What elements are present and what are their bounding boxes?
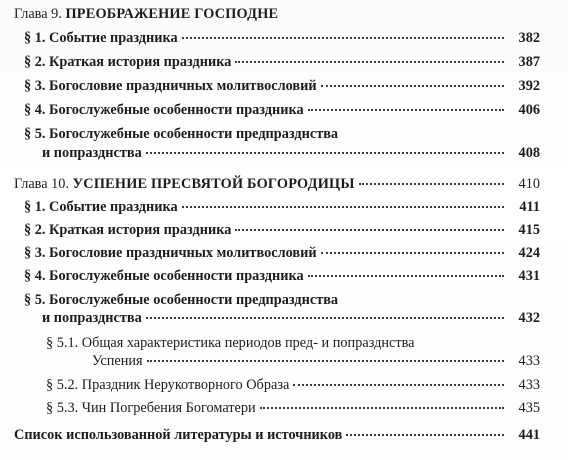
toc-subentry-label: § 5.3. Чин Погребения Богоматери bbox=[46, 400, 256, 416]
dot-leader bbox=[260, 407, 504, 409]
dot-leader bbox=[147, 360, 504, 362]
toc-entry-first-line[interactable] bbox=[24, 292, 540, 309]
toc-subentry-label-continued: Успения bbox=[92, 353, 143, 369]
toc-entry-label: § 3. Богословие праздничных молитвословий bbox=[24, 78, 317, 94]
dot-leader bbox=[359, 183, 504, 185]
bibliography-label: Список использованной литературы и источников bbox=[14, 427, 343, 443]
toc-entry-label-continued: и попразднства bbox=[42, 310, 142, 326]
toc-entry[interactable] bbox=[24, 102, 540, 119]
toc-entry-page: 382 bbox=[518, 30, 540, 46]
toc-entry-page: 411 bbox=[519, 199, 540, 215]
toc-subentry-first-line[interactable] bbox=[46, 335, 540, 352]
dot-leader bbox=[308, 275, 504, 277]
toc-entry-label: § 1. Событие праздника bbox=[24, 30, 178, 46]
chapter-9-heading bbox=[14, 6, 540, 23]
dot-leader bbox=[146, 317, 504, 319]
toc-subentry[interactable] bbox=[46, 400, 540, 417]
dot-leader bbox=[182, 37, 504, 39]
toc-entry-page: 424 bbox=[518, 245, 540, 261]
toc-entry-label: § 2. Краткая история праздника bbox=[24, 54, 232, 70]
chapter-9-prefix: Глава 9. bbox=[14, 6, 66, 22]
toc-subentry-continuation[interactable] bbox=[92, 353, 540, 370]
toc-entry-page: 432 bbox=[518, 310, 540, 326]
toc-entry-page: 408 bbox=[518, 145, 540, 161]
toc-entry[interactable] bbox=[24, 78, 540, 95]
toc-entry-page: 392 bbox=[518, 78, 540, 94]
toc-entry-page: 431 bbox=[518, 268, 540, 284]
toc-entry[interactable] bbox=[24, 54, 540, 71]
dot-leader bbox=[346, 434, 504, 436]
toc-subentry-page: 435 bbox=[518, 400, 540, 416]
toc-entry[interactable] bbox=[24, 199, 540, 216]
chapter-10-page: 410 bbox=[518, 176, 540, 192]
toc-entry[interactable] bbox=[24, 30, 540, 47]
chapter-10-title: УСПЕНИЕ ПРЕСВЯТОЙ БОГОРОДИЦЫ bbox=[72, 176, 355, 192]
toc-entry-label: § 1. Событие праздника bbox=[24, 199, 178, 215]
toc-subentry[interactable] bbox=[46, 377, 540, 394]
chapter-10-prefix: Глава 10. bbox=[14, 176, 73, 192]
toc-entry-label: § 5. Богослужебные особенности предпразднства bbox=[24, 292, 339, 308]
toc-subentry-label: § 5.2. Праздник Нерукотворного Образа bbox=[46, 377, 290, 393]
toc-entry-continuation[interactable] bbox=[42, 310, 540, 327]
toc-entry-label: § 2. Краткая история праздника bbox=[24, 222, 232, 238]
dot-leader bbox=[321, 252, 504, 254]
dot-leader bbox=[308, 109, 504, 111]
toc-entry[interactable] bbox=[24, 268, 540, 285]
toc-entry-label-continued: и попразднства bbox=[42, 145, 142, 161]
toc-entry-page: 415 bbox=[518, 222, 540, 238]
toc-entry-label: § 4. Богослужебные особенности праздника bbox=[24, 268, 304, 284]
toc-entry-label: § 5. Богослужебные особенности предпразднства bbox=[24, 126, 339, 142]
dot-leader bbox=[235, 61, 504, 63]
dot-leader bbox=[182, 206, 504, 208]
toc-entry-label: § 3. Богословие праздничных молитвословий bbox=[24, 245, 317, 261]
toc-subentry-page: 433 bbox=[518, 353, 540, 369]
dot-leader bbox=[293, 384, 504, 386]
toc-entry-continuation[interactable] bbox=[42, 145, 540, 162]
toc-bibliography-entry[interactable] bbox=[14, 427, 540, 444]
dot-leader bbox=[146, 152, 504, 154]
bibliography-page: 441 bbox=[518, 427, 540, 443]
toc-entry-page: 406 bbox=[518, 102, 540, 118]
chapter-10-heading[interactable] bbox=[14, 176, 540, 193]
toc-subentry-label: § 5.1. Общая характеристика периодов пред- и попразднства bbox=[46, 335, 415, 351]
toc-entry-page: 387 bbox=[518, 54, 540, 70]
dot-leader bbox=[235, 229, 504, 231]
toc-entry[interactable] bbox=[24, 245, 540, 262]
toc-entry-label: § 4. Богослужебные особенности праздника bbox=[24, 102, 304, 118]
toc-entry-first-line[interactable] bbox=[24, 126, 540, 143]
chapter-9-title: ПРЕОБРАЖЕНИЕ ГОСПОДНЕ bbox=[65, 6, 279, 22]
toc-entry[interactable] bbox=[24, 222, 540, 239]
toc-subentry-page: 433 bbox=[518, 377, 540, 393]
dot-leader bbox=[321, 85, 504, 87]
